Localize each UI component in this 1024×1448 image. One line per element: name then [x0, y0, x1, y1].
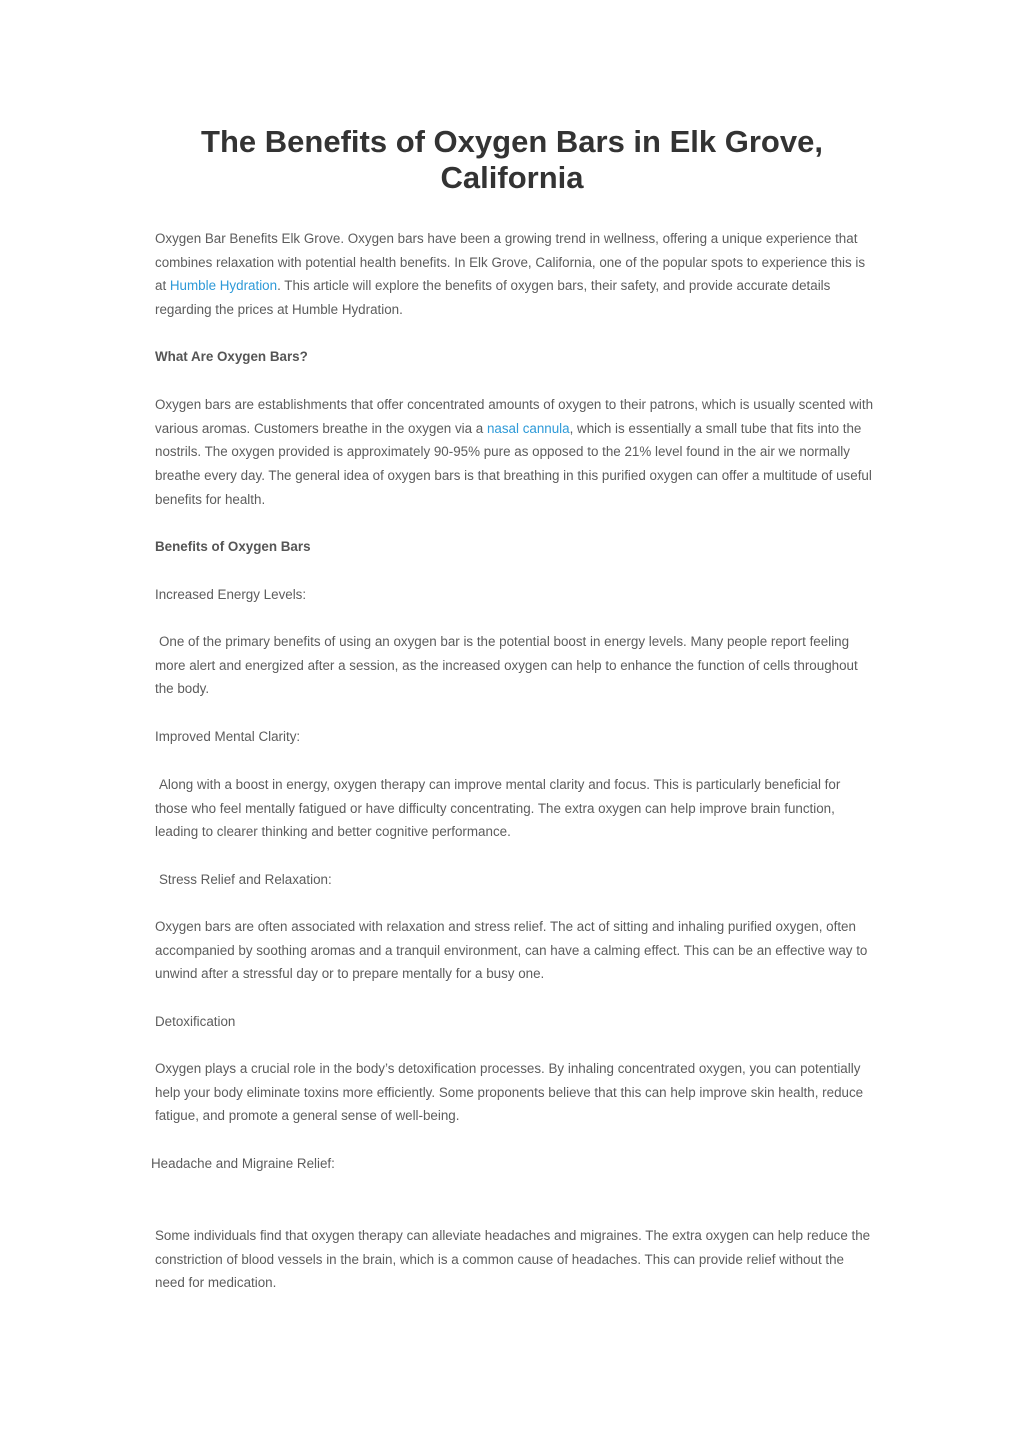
benefit-text-headache: Some individuals find that oxygen therapy can alleviate headaches and migraines. The extra oxygen can help reduce the constriction of blood vessels in the brain, which is a common cause of headaches. This can provide relief without the need for medication.: [155, 1228, 871, 1291]
benefit-text-energy-body: One of the primary benefits of using an oxygen bar is the potential boost in energy levels. Many people report feeling more alert and energized after a session, as the increased oxygen can help to enhance the function of cells throughout the body.: [155, 634, 858, 697]
benefit-text-mental-clarity: [155, 773, 875, 844]
benefit-label-mental-clarity: Improved Mental Clarity:: [155, 729, 301, 744]
benefit-text-energy: [155, 630, 875, 701]
benefits-heading: Benefits of Oxygen Bars: [155, 539, 311, 554]
benefit-text-mental-clarity-body: Along with a boost in energy, oxygen therapy can improve mental clarity and focus. This is particularly beneficial for those who feel mentally fatigued or have difficulty concentrating. The extra oxygen can help improve brain function, leading to clearer thinking and better cognitive performance.: [155, 777, 841, 840]
what-text-end: , which is essentially a small tube that fits into the nostrils. The oxygen provided is approximately 90-95% pure as opposed to the 21% level found in the air we normally breathe every day. The general idea of oxygen bars is that breathing in this purified oxygen can offer a multitude of useful benefits for health.: [155, 420, 872, 507]
benefit-label-detoxification: Detoxification: [155, 1014, 236, 1029]
benefit-text-stress-relief: Oxygen bars are often associated with relaxation and stress relief. The act of sitting and inhaling purified oxygen, often accompanied by soothing aromas and a tranquil environment, can have a calming effect. This can be an effective way to unwind after a stressful day or to prepare mentally for a busy one.: [155, 919, 868, 982]
intro-text-start: Oxygen Bar Benefits Elk Grove. Oxygen bars have been a growing trend in wellness, offering a unique experience that combines relaxation with potential health benefits. In Elk Grove, California, one of the popular spots to experience this is at: [155, 231, 866, 294]
what-are-oxygen-bars-heading: What Are Oxygen Bars?: [155, 349, 308, 364]
what-text-start: Oxygen bars are establishments that offer concentrated amounts of oxygen to their patrons, which is usually scented with various aromas. Customers breathe in the oxygen via a: [155, 397, 874, 436]
benefit-text-detoxification: Oxygen plays a crucial role in the body’s detoxification processes. By inhaling concentrated oxygen, you can potentially help your body eliminate toxins more efficiently. Some proponents believe that this can help improve skin health, reduce fatigue, and promote a general sense of well-being.: [155, 1061, 864, 1124]
humble-hydration-link[interactable]: Humble Hydration: [169, 278, 278, 294]
page-title: The Benefits of Oxygen Bars in Elk Grove, California: [201, 124, 823, 195]
benefit-label-stress-relief-text: Stress Relief and Relaxation:: [159, 872, 332, 887]
what-are-oxygen-bars-paragraph: [155, 393, 875, 512]
benefit-label-headache: Headache and Migraine Relief:: [151, 1156, 335, 1171]
benefit-label-stress-relief: [155, 868, 875, 892]
intro-paragraph: [155, 227, 875, 322]
intro-text-end: . This article will explore the benefits of oxygen bars, their safety, and provide accurate details regarding the prices at Humble Hydration.: [155, 278, 831, 318]
benefit-label-energy: Increased Energy Levels:: [155, 587, 307, 602]
nasal-cannula-link[interactable]: nasal cannula: [486, 420, 570, 436]
